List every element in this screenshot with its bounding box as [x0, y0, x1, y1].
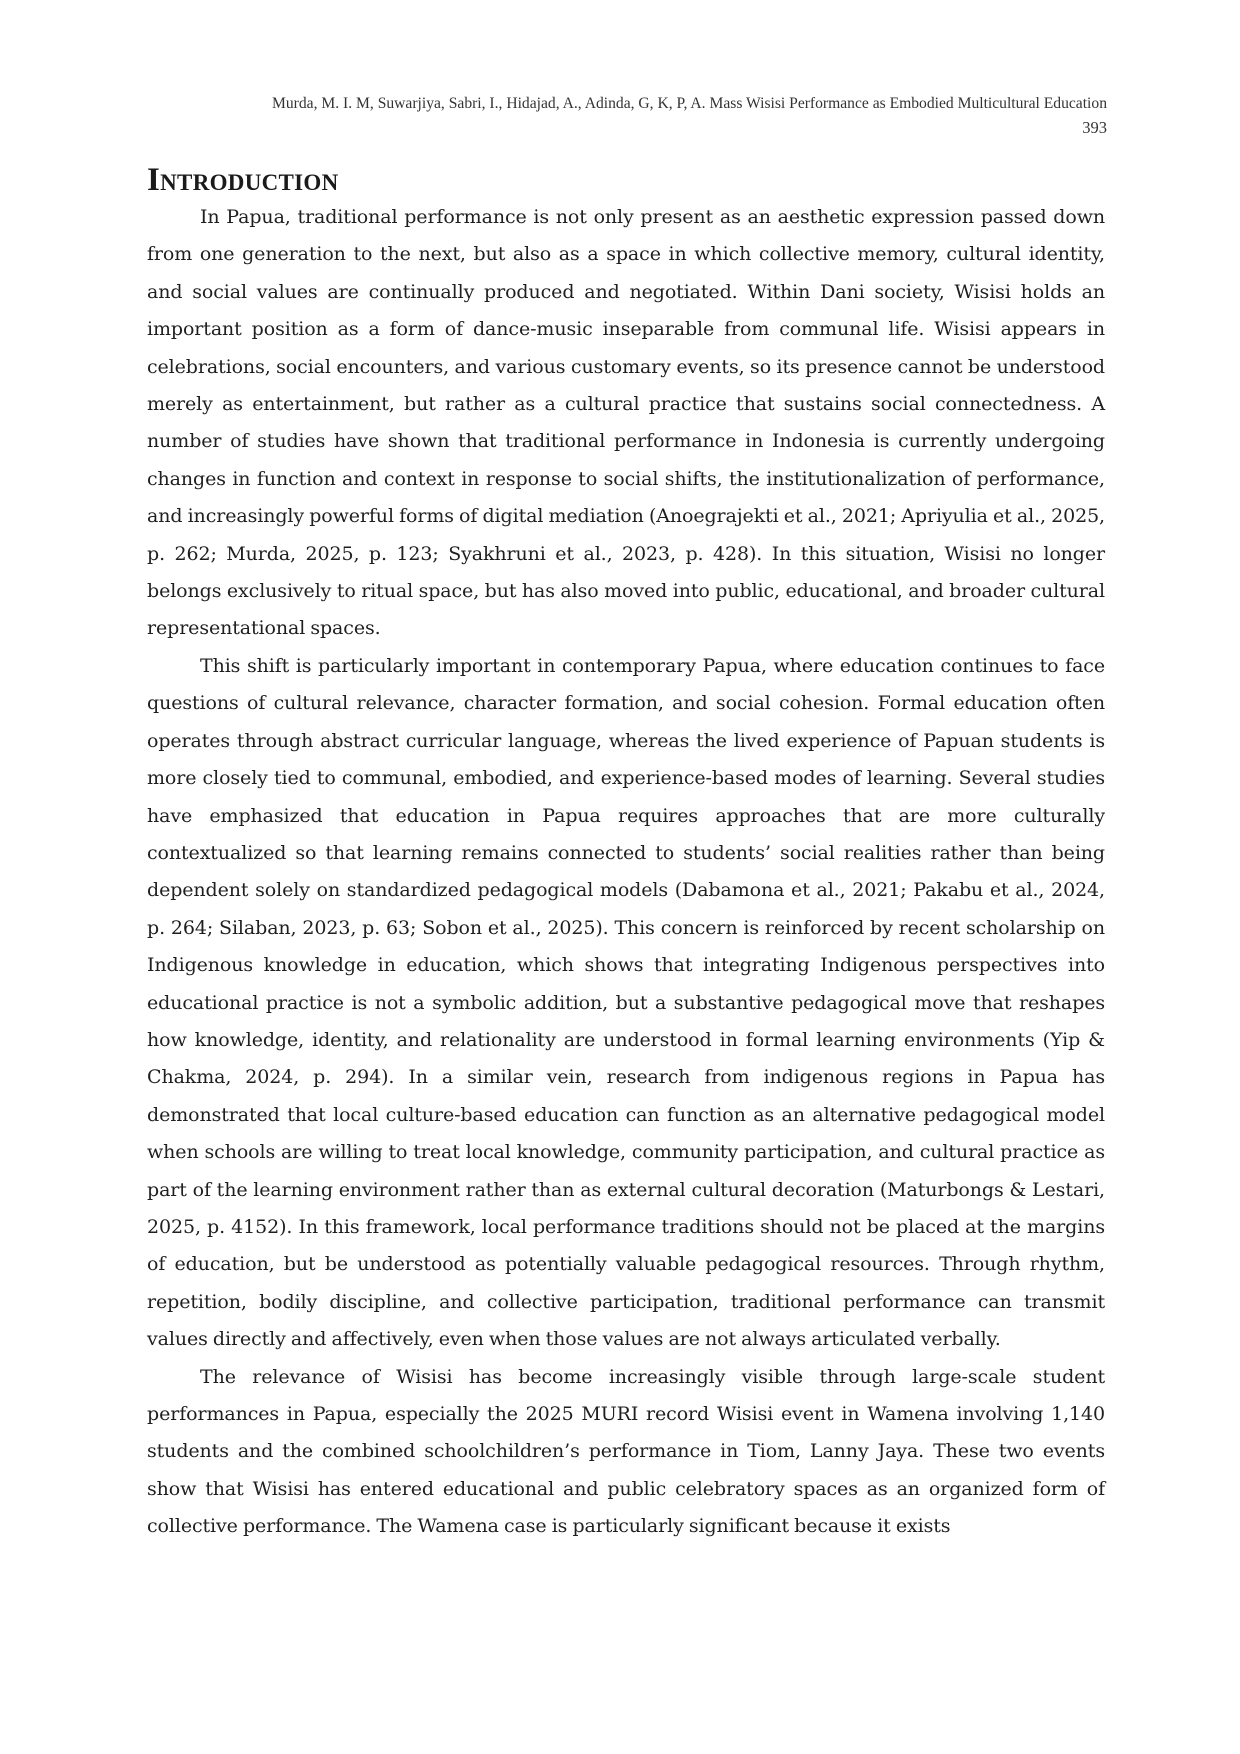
paragraph: The relevance of Wisisi has become increasingly visible through large-scale student performances in Papua, especially the 2025 MURI record Wisisi event in Wamena involving 1,140 students and the combined schoolchildren’s performance in Tiom, Lanny Jaya. These two events show that Wisisi has entered educational and public celebratory spaces as an organized form of collective performance. The Wamena case is particularly significant because it exists [147, 1365, 1105, 1538]
body-text [147, 199, 1105, 1546]
paragraph: In Papua, traditional performance is not only present as an aesthetic expression passed down from one generation to the next, but also as a space in which collective memory, cultural identity, and social values are continually produced and negotiated. Within Dani society, Wisisi holds an important position as a form of dance-music inseparable from communal life. Wisisi appears in celebrations, social encounters, and various customary events, so its presence cannot be understood merely as entertainment, but rather as a cultural practice that sustains social connectedness. A number of studies have shown that traditional performance in Indonesia is currently undergoing changes in function and context in response to social shifts, the institutionalization of performance, and increasingly powerful forms of digital mediation (Anoegrajekti et al., 2021; Apriyulia et al., 2025, p. 262; Murda, 2025, p. 123; Syakhruni et al., 2023, p. 428). In this situation, Wisisi no longer belongs exclusively to ritual space, but has also moved into public, educational, and broader cultural representational spaces. [147, 206, 1105, 640]
running-header: Murda, M. I. M, Suwarjiya, Sabri, I., Hidajad, A., Adinda, G, K, P, A. Mass Wisisi Performance as Embodied Multicultural Education [272, 95, 1107, 112]
paragraph: This shift is particularly important in contemporary Papua, where education continues to face questions of cultural relevance, character formation, and social cohesion. Formal education often operates through abstract curricular language, whereas the lived experience of Papuan students is more closely tied to communal, embodied, and experience-based modes of learning. Several studies have emphasized that education in Papua requires approaches that are more culturally contextualized so that learning remains connected to students’ social realities rather than being dependent solely on standardized pedagogical models (Dabamona et al., 2021; Pakabu et al., 2024, p. 264; Silaban, 2023, p. 63; Sobon et al., 2025). This concern is reinforced by recent scholarship on Indigenous knowledge in education, which shows that integrating Indigenous perspectives into educational practice is not a symbolic addition, but a substantive pedagogical move that reshapes how knowledge, identity, and relationality are understood in formal learning environments (Yip & Chakma, 2024, p. 294). In a similar vein, research from indigenous regions in Papua has demonstrated that local culture-based education can function as an alternative pedagogical model when schools are willing to treat local knowledge, community participation, and cultural practice as part of the learning environment rather than as external cultural decoration (Maturbongs & Lestari, 2025, p. 4152). In this framework, local performance traditions should not be placed at the margins of education, but be understood as potentially valuable pedagogical resources. Through rhythm, repetition, bodily discipline, and collective participation, traditional performance can transmit values directly and affectively, even when those values are not always articulated verbally. [147, 654, 1105, 1351]
section-heading: Introduction [147, 162, 339, 198]
page-number: 393 [1082, 118, 1107, 137]
